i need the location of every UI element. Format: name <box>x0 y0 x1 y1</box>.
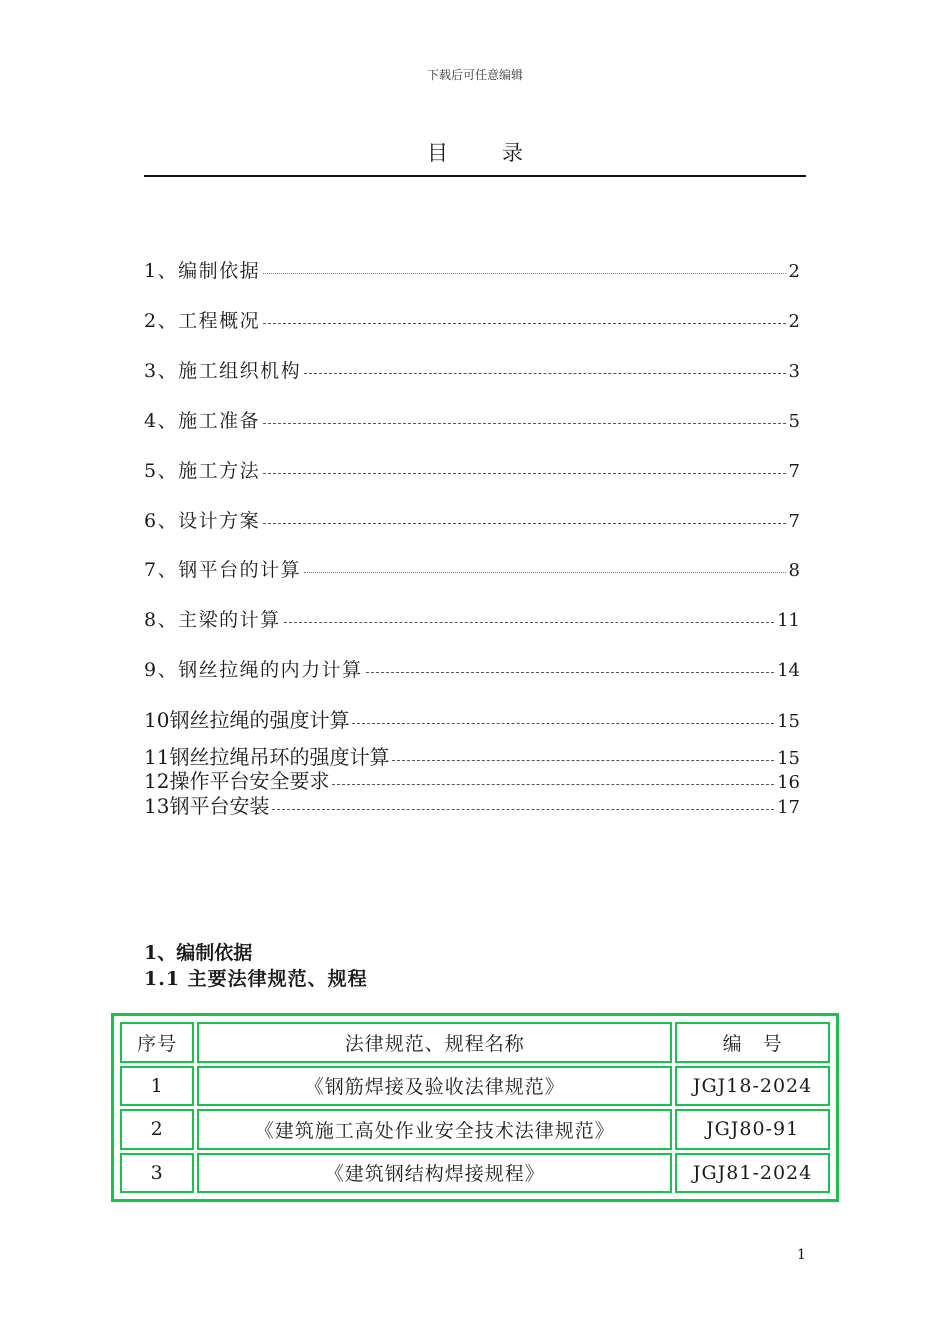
toc-entry-page: 3 <box>788 361 800 382</box>
toc-entry[interactable] <box>144 306 800 333</box>
toc-entry-page: 17 <box>777 797 800 818</box>
header-note: 下载后可任意编辑 <box>426 68 523 82</box>
table-cell: JGJ81-2024 <box>675 1153 830 1194</box>
toc-entry-label: 3、施工组织机构 <box>144 360 302 382</box>
toc-entry-label: 2、工程概况 <box>144 310 261 332</box>
table-header-row <box>120 1022 830 1063</box>
table-header-cell: 序号 <box>120 1022 194 1063</box>
toc-entry-page: 15 <box>777 711 800 732</box>
toc-entry[interactable] <box>144 356 800 383</box>
toc-entry[interactable] <box>144 655 800 682</box>
toc-leader <box>332 784 774 785</box>
table-cell: 2 <box>120 1109 194 1150</box>
laws-table <box>117 1019 833 1196</box>
toc-leader <box>263 523 785 524</box>
toc-entry-page: 7 <box>788 511 800 532</box>
toc-entry-label: 12操作平台安全要求 <box>144 769 330 793</box>
toc-entry-label: 13钢平台安装 <box>144 794 270 818</box>
toc-leader <box>263 423 785 424</box>
toc-entry[interactable] <box>144 456 800 483</box>
toc-entry-label: 5、施工方法 <box>144 460 261 482</box>
toc-entry-label: 11钢丝拉绳吊环的强度计算 <box>144 745 390 769</box>
table-cell: 《钢筋焊接及验收法律规范》 <box>197 1066 672 1107</box>
table-row <box>120 1109 830 1150</box>
toc-leader <box>272 809 774 810</box>
toc-entry[interactable] <box>144 406 800 433</box>
table-header-cell: 法律规范、规程名称 <box>197 1022 672 1063</box>
toc-entry[interactable] <box>144 605 800 632</box>
toc-entry-label: 4、施工准备 <box>144 410 261 432</box>
laws-table-frame <box>111 1013 839 1202</box>
toc-entry[interactable] <box>144 704 800 733</box>
toc-title: 目录 <box>427 141 577 165</box>
toc-leader <box>366 672 775 673</box>
toc-leader <box>352 723 774 724</box>
toc-entry-label: 9、钢丝拉绳的内力计算 <box>144 659 363 681</box>
section-subheading: 1.1 主要法律规范、规程 <box>144 968 368 990</box>
toc-entry[interactable] <box>144 506 800 533</box>
toc-entry-page: 8 <box>788 560 800 581</box>
toc-entry-page: 7 <box>788 461 800 482</box>
table-header-cell: 编 号 <box>675 1022 830 1063</box>
toc-leader <box>304 373 785 374</box>
table-cell: 《建筑钢结构焊接规程》 <box>197 1153 672 1194</box>
toc-entry-label: 1、编制依据 <box>144 260 261 282</box>
toc-entry-page: 2 <box>788 311 800 332</box>
toc-entry[interactable] <box>144 790 800 819</box>
toc-entry-label: 6、设计方案 <box>144 510 261 532</box>
table-cell: JGJ80-91 <box>675 1109 830 1150</box>
toc-entry-page: 15 <box>777 748 800 769</box>
toc-entry[interactable] <box>144 555 800 582</box>
table-cell: 《建筑施工高处作业安全技术法律规范》 <box>197 1109 672 1150</box>
toc-leader <box>263 273 785 274</box>
table-cell: JGJ18-2024 <box>675 1066 830 1107</box>
table-row <box>120 1066 830 1107</box>
table-cell: 1 <box>120 1066 194 1107</box>
page-number: 1 <box>797 1247 806 1263</box>
toc-entry-page: 11 <box>777 610 800 631</box>
toc-leader <box>304 572 785 573</box>
toc-entry-page: 16 <box>777 772 800 793</box>
toc-entry[interactable] <box>144 256 800 283</box>
title-rule <box>144 175 806 177</box>
table-cell: 3 <box>120 1153 194 1194</box>
toc-entry-page: 2 <box>788 261 800 282</box>
toc-leader <box>263 473 785 474</box>
toc-entry-label: 8、主梁的计算 <box>144 609 281 631</box>
table-row <box>120 1153 830 1194</box>
section-heading: 1、编制依据 <box>144 942 253 964</box>
toc-leader <box>263 323 785 324</box>
toc-entry-page: 14 <box>777 660 800 681</box>
toc-entry-label: 10钢丝拉绳的强度计算 <box>144 708 350 732</box>
toc-entry-page: 5 <box>788 411 800 432</box>
toc-leader <box>284 622 775 623</box>
toc-leader <box>392 760 774 761</box>
toc-entry-label: 7、钢平台的计算 <box>144 559 302 581</box>
